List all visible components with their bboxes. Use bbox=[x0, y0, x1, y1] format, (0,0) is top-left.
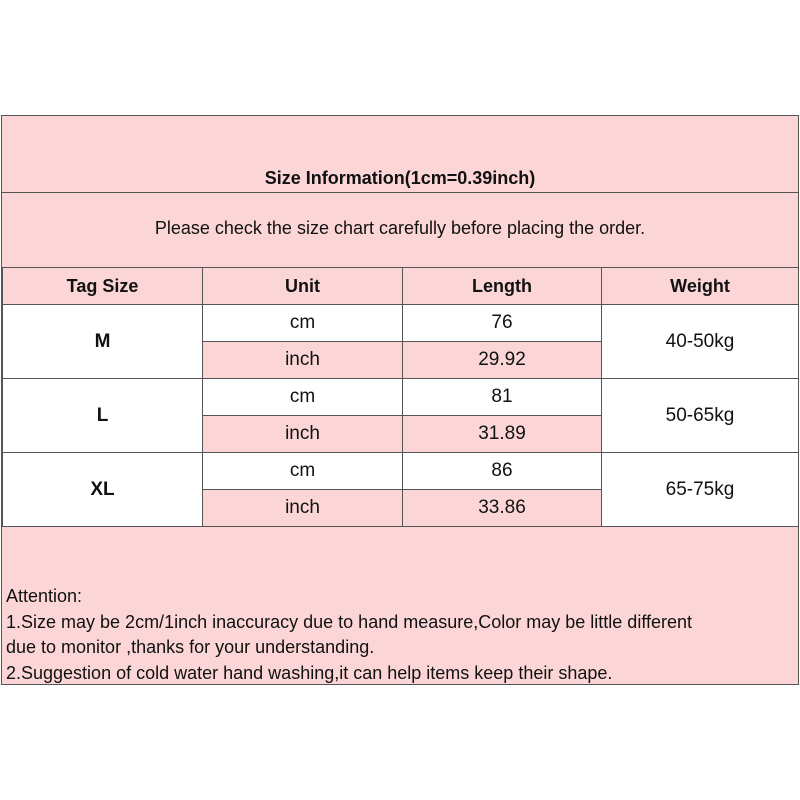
length-cell: 29.92 bbox=[403, 342, 602, 379]
length-cell: 81 bbox=[403, 379, 602, 416]
header-tag-size: Tag Size bbox=[3, 268, 203, 305]
size-table bbox=[2, 267, 799, 527]
weight-cell: 50-65kg bbox=[602, 379, 799, 453]
unit-cell: inch bbox=[203, 490, 403, 527]
table-row bbox=[3, 305, 799, 342]
length-cell: 33.86 bbox=[403, 490, 602, 527]
length-cell: 76 bbox=[403, 305, 602, 342]
tag-size-cell: L bbox=[3, 379, 203, 453]
size-info-title: Size Information(1cm=0.39inch) bbox=[264, 168, 536, 188]
length-cell: 86 bbox=[403, 453, 602, 490]
header-length: Length bbox=[403, 268, 602, 305]
unit-cell: inch bbox=[203, 342, 403, 379]
size-notice: Please check the size chart carefully before placing the order. bbox=[154, 218, 646, 238]
tag-size-cell: XL bbox=[3, 453, 203, 527]
table-row bbox=[3, 453, 799, 490]
attention-notes bbox=[6, 584, 692, 686]
weight-cell: 40-50kg bbox=[602, 305, 799, 379]
table-header-row bbox=[3, 268, 799, 305]
header-weight: Weight bbox=[602, 268, 799, 305]
header-unit: Unit bbox=[203, 268, 403, 305]
divider bbox=[2, 192, 798, 193]
unit-cell: cm bbox=[203, 379, 403, 416]
tag-size-cell: M bbox=[3, 305, 203, 379]
attention-heading: Attention: bbox=[6, 586, 83, 606]
unit-cell: cm bbox=[203, 305, 403, 342]
weight-cell: 65-75kg bbox=[602, 453, 799, 527]
size-chart-sheet bbox=[1, 115, 799, 685]
table-row bbox=[3, 379, 799, 416]
attention-line-2: 2.Suggestion of cold water hand washing,it can help items keep their shape. bbox=[6, 662, 613, 683]
unit-cell: cm bbox=[203, 453, 403, 490]
attention-line-1-continued: due to monitor ,thanks for your understanding. bbox=[6, 637, 375, 657]
attention-line-1: 1.Size may be 2cm/1inch inaccuracy due to hand measure,Color may be little different bbox=[6, 611, 693, 632]
length-cell: 31.89 bbox=[403, 416, 602, 453]
unit-cell: inch bbox=[203, 416, 403, 453]
